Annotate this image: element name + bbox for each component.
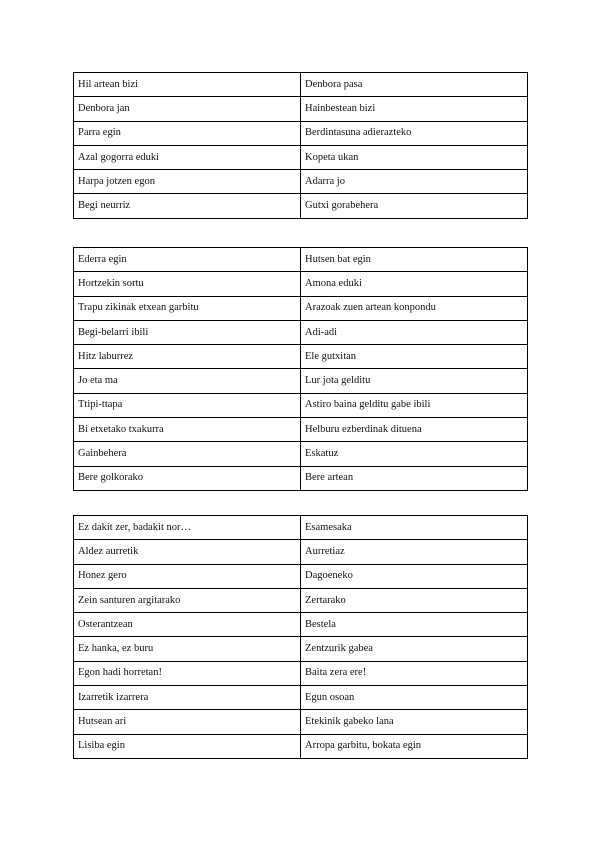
idiom-cell: Aldez aurretik [74, 540, 301, 564]
table-row [74, 145, 528, 169]
table-row [74, 588, 528, 612]
idiom-cell: Ez hanka, ez buru [74, 637, 301, 661]
idiom-cell: Hortzekin sortu [74, 272, 301, 296]
table-row [74, 516, 528, 540]
table-row [74, 369, 528, 393]
table-row [74, 272, 528, 296]
meaning-cell: Arazoak zuen artean konpondu [301, 296, 528, 320]
meaning-cell: Hainbestean bizi [301, 97, 528, 121]
table-row [74, 637, 528, 661]
table-row [74, 296, 528, 320]
idiom-cell: Hil artean bizi [74, 73, 301, 97]
meaning-cell: Adi-adi [301, 320, 528, 344]
meaning-cell: Kopeta ukan [301, 145, 528, 169]
meaning-cell: Etekinik gabeko lana [301, 710, 528, 734]
idiom-cell: Bere golkorako [74, 466, 301, 490]
meaning-cell: Arropa garbitu, bokata egin [301, 734, 528, 758]
table-row [74, 345, 528, 369]
idiom-cell: Izarretik izarrera [74, 686, 301, 710]
table-row [74, 564, 528, 588]
meaning-cell: Lur jota gelditu [301, 369, 528, 393]
meaning-cell: Esamesaka [301, 516, 528, 540]
meaning-cell: Zertarako [301, 588, 528, 612]
table-row [74, 418, 528, 442]
meaning-cell: Denbora pasa [301, 73, 528, 97]
idiom-cell: Honez gero [74, 564, 301, 588]
table-row [74, 734, 528, 758]
idiom-cell: Osterantzean [74, 613, 301, 637]
idiom-cell: Lisiba egin [74, 734, 301, 758]
idioms-table-3 [73, 515, 528, 759]
meaning-cell: Hutsen bat egin [301, 248, 528, 272]
table-row [74, 73, 528, 97]
meaning-cell: Eskatuz [301, 442, 528, 466]
meaning-cell: Bestela [301, 613, 528, 637]
meaning-cell: Adarra jo [301, 170, 528, 194]
meaning-cell: Astiro baina gelditu gabe ibili [301, 393, 528, 417]
idiom-cell: Ederra egin [74, 248, 301, 272]
meaning-cell: Amona eduki [301, 272, 528, 296]
meaning-cell: Helburu ezberdinak dituena [301, 418, 528, 442]
meaning-cell: Ele gutxitan [301, 345, 528, 369]
idiom-cell: Jo eta ma [74, 369, 301, 393]
idiom-cell: Denbora jan [74, 97, 301, 121]
meaning-cell: Aurretiaz [301, 540, 528, 564]
idiom-cell: Bi etxetako txakurra [74, 418, 301, 442]
table-row [74, 121, 528, 145]
idiom-cell: Azal gogorra eduki [74, 145, 301, 169]
idiom-cell: Begi-belarri ibili [74, 320, 301, 344]
meaning-cell: Egun osoan [301, 686, 528, 710]
idiom-cell: Ez dakit zer, badakit nor… [74, 516, 301, 540]
table-row [74, 466, 528, 490]
meaning-cell: Gutxi gorabehera [301, 194, 528, 218]
table-row [74, 442, 528, 466]
table-row [74, 97, 528, 121]
idiom-cell: Begi neurriz [74, 194, 301, 218]
table-row [74, 170, 528, 194]
meaning-cell: Berdintasuna adierazteko [301, 121, 528, 145]
meaning-cell: Dagoeneko [301, 564, 528, 588]
idiom-cell: Ttipi-ttapa [74, 393, 301, 417]
meaning-cell: Bere artean [301, 466, 528, 490]
table-row [74, 710, 528, 734]
idiom-cell: Trapu zikinak etxean garbitu [74, 296, 301, 320]
idiom-cell: Egon hadi horretan! [74, 661, 301, 685]
idioms-table-1 [73, 72, 528, 219]
table-row [74, 248, 528, 272]
idiom-cell: Parra egin [74, 121, 301, 145]
idiom-cell: Hitz laburrez [74, 345, 301, 369]
table-row [74, 194, 528, 218]
table-row [74, 661, 528, 685]
meaning-cell: Zentzurik gabea [301, 637, 528, 661]
idiom-cell: Zein santuren argitarako [74, 588, 301, 612]
meaning-cell: Baita zera ere! [301, 661, 528, 685]
table-row [74, 686, 528, 710]
idiom-cell: Harpa jotzen egon [74, 170, 301, 194]
table-row [74, 613, 528, 637]
table-row [74, 393, 528, 417]
idioms-table-2 [73, 247, 528, 491]
idiom-cell: Gainbehera [74, 442, 301, 466]
idiom-cell: Hutsean ari [74, 710, 301, 734]
table-row [74, 540, 528, 564]
table-row [74, 320, 528, 344]
